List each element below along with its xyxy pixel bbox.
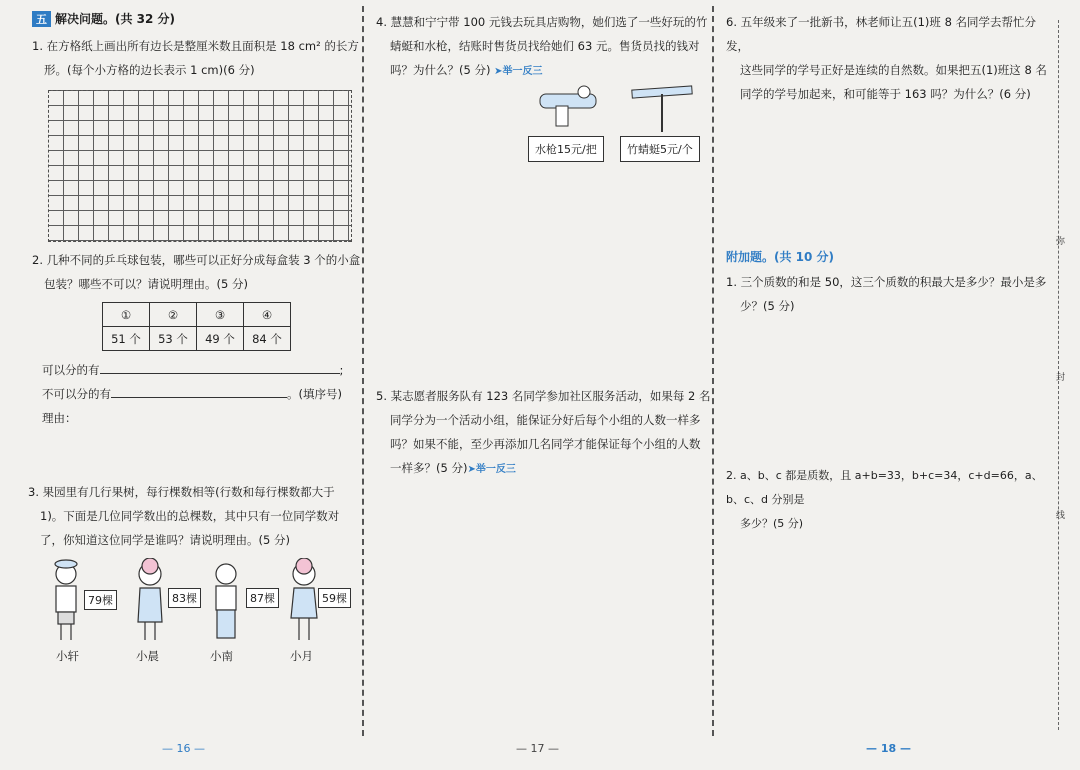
extra-question-1 xyxy=(726,270,1046,318)
question-4 xyxy=(376,10,707,84)
section-badge: 五 xyxy=(32,11,51,27)
can-label: 可以分的有 xyxy=(42,363,100,377)
bamboo-dragonfly-icon xyxy=(628,84,698,134)
kid-count-tag: 83棵 xyxy=(168,588,201,608)
table-header: ② xyxy=(150,303,197,327)
table-cell: 49 个 xyxy=(197,327,244,351)
question-2 xyxy=(32,248,360,296)
q6-line1: 6. 五年级来了一批新书，林老师让五(1)班 8 名同学去帮忙分发， xyxy=(726,15,1037,53)
question-5 xyxy=(376,384,711,482)
kid-name: 小轩 xyxy=(56,649,79,663)
girl-figure-icon xyxy=(138,558,162,640)
q3-line1: 3. 果园里有几行果树，每行棵数相等(行数和每行棵数都大于 xyxy=(28,485,335,499)
extra-section-title: 附加题。(共 10 分) xyxy=(726,250,835,264)
section-title xyxy=(32,10,175,27)
kid-count-tag: 87棵 xyxy=(246,588,279,608)
practice-link[interactable]: ➤举一反三 xyxy=(467,464,516,475)
q5-line1: 5. 某志愿者服务队有 123 名同学参加社区服务活动，如果每 2 名 xyxy=(376,389,711,403)
q3-line2: 1)。下面是几位同学数出的总棵数，其中只有一位同学数对 xyxy=(40,509,340,523)
kid-count-tag: 79棵 xyxy=(84,590,117,610)
q5-line4: 一样多？(5 分) xyxy=(390,461,468,475)
q1-line2: 形。(每个小方格的边长表示 1 cm)(6 分) xyxy=(44,63,255,77)
table-cell: 53 个 xyxy=(150,327,197,351)
table-header: ③ xyxy=(197,303,244,327)
cannot-answer-blank[interactable] xyxy=(111,397,287,398)
cannot-label: 不可以分的有 xyxy=(42,387,111,401)
e2-line1: 2. a、b、c 都是质数，且 a+b=33，b+c=34，c+d=66，a、b、c、d 分别是 xyxy=(726,469,1043,506)
q5-line3: 吗？如果不能，至少再添加几名同学才能保证每个小组的人数 xyxy=(390,437,701,451)
water-gun-icon xyxy=(536,84,608,130)
table-header: ① xyxy=(103,303,150,327)
table-header: ④ xyxy=(244,303,291,327)
grid-paper[interactable] xyxy=(48,90,352,242)
seal-char: 线 xyxy=(1056,511,1066,521)
table-cell: 84 个 xyxy=(244,327,291,351)
q4-line2: 蜻蜓和水枪，结账时售货员找给她们 63 元。售货员找的钱对 xyxy=(390,39,700,53)
price-tag-water-gun: 水枪15元/把 xyxy=(528,136,604,162)
kid-name: 小月 xyxy=(290,649,313,663)
practice-link[interactable]: ➤举一反三 xyxy=(494,66,543,77)
section-title-text: 解决问题。(共 32 分) xyxy=(55,12,176,26)
q2-line2: 包装？哪些不可以？请说明理由。(5 分) xyxy=(44,277,248,291)
question-6 xyxy=(726,10,1054,106)
q4-line1: 4. 慧慧和宁宁带 100 元钱去玩具店购物，她们选了一些好玩的竹 xyxy=(376,15,708,29)
page-number: — 18 — xyxy=(866,742,911,755)
q1-line1: 1. 在方格纸上画出所有边长是整厘米数且面积是 18 cm² 的长方 xyxy=(32,39,359,53)
boy-figure-icon xyxy=(216,564,236,638)
e1-line2: 少？(5 分) xyxy=(740,299,795,313)
e2-line2: 多少？(5 分) xyxy=(740,517,804,530)
page-number: — 16 — xyxy=(162,742,205,755)
pingpong-table xyxy=(102,302,291,351)
seal-char: 封 xyxy=(1056,373,1066,383)
question-1 xyxy=(32,34,359,82)
reason-label: 理由： xyxy=(42,411,77,425)
page-18 xyxy=(714,0,1054,770)
page-16 xyxy=(0,0,362,770)
fill-note: 。(填序号) xyxy=(287,387,342,401)
kid-name: 小南 xyxy=(210,649,233,663)
page-number: — 17 — xyxy=(516,742,559,755)
q3-line3: 了，你知道这位同学是谁吗？请说明理由。(5 分) xyxy=(40,533,290,547)
boy-figure-icon xyxy=(55,560,77,640)
q4-line3: 吗？为什么？(5 分) xyxy=(390,63,491,77)
page-17 xyxy=(364,0,712,770)
price-tag-dragonfly: 竹蜻蜓5元/个 xyxy=(620,136,700,162)
girl-figure-icon xyxy=(291,558,317,640)
can-answer-blank[interactable] xyxy=(100,373,340,374)
table-cell: 51 个 xyxy=(103,327,150,351)
q2-answers: 可以分的有 ; 不可以分的有 。(填序号) 理由： xyxy=(42,358,343,430)
q2-line1: 2. 几种不同的乒乓球包装，哪些可以正好分成每盒装 3 个的小盒 xyxy=(32,253,361,267)
e1-line1: 1. 三个质数的和是 50，这三个质数的积最大是多少？最小是多 xyxy=(726,275,1047,289)
q6-line2: 这些同学的学号正好是连续的自然数。如果把五(1)班这 8 名 xyxy=(740,63,1047,77)
q6-line3: 同学的学号加起来，和可能等于 163 吗？为什么？(6 分) xyxy=(740,87,1031,101)
seal-char: 弥 xyxy=(1056,237,1066,247)
kid-count-tag: 59棵 xyxy=(318,588,351,608)
question-3 xyxy=(28,480,339,552)
q5-line2: 同学分为一个活动小组，能保证分好后每个小组的人数一样多 xyxy=(390,413,701,427)
extra-question-2 xyxy=(726,464,1054,536)
kid-name: 小晨 xyxy=(136,649,159,663)
